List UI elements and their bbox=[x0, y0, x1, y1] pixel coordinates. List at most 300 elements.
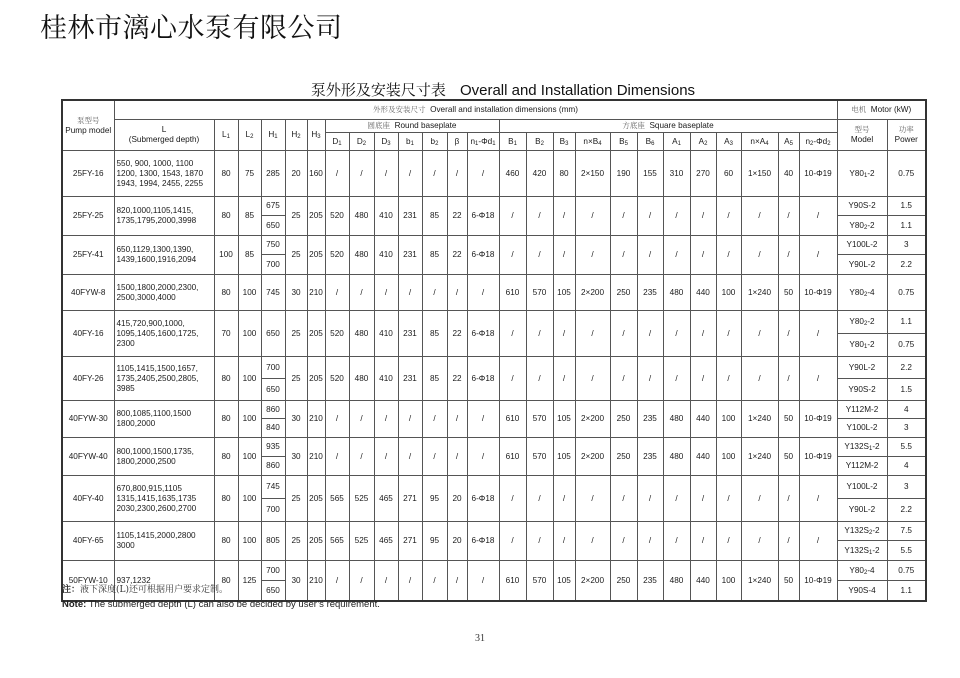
square-A2-cell: / bbox=[690, 476, 716, 522]
square-B3-cell: 105 bbox=[553, 438, 575, 476]
motor-model-text: Y132S bbox=[844, 545, 869, 555]
L2-cell: 100 bbox=[238, 476, 261, 522]
H2-cell: 30 bbox=[285, 275, 307, 311]
L1-cell: 80 bbox=[214, 561, 238, 602]
motor-model-cell bbox=[837, 401, 887, 419]
square-B2-cell: 570 bbox=[526, 275, 553, 311]
company-name: 桂林市漓心水泵有限公司 bbox=[40, 13, 343, 44]
H2-cell: 25 bbox=[285, 197, 307, 236]
square-B1-cell: 610 bbox=[499, 438, 526, 476]
square-B3-cell: 105 bbox=[553, 275, 575, 311]
square-A3-cell: 100 bbox=[716, 401, 741, 438]
square-A2-cell: 440 bbox=[690, 401, 716, 438]
round-b2-cell: 85 bbox=[422, 357, 447, 401]
L1-cell: 80 bbox=[214, 197, 238, 236]
motor-power-cell: 0.75 bbox=[887, 561, 926, 581]
motor-model-text: Y80 bbox=[849, 220, 864, 230]
round-n1d1-cell: 6-Φ18 bbox=[467, 236, 499, 275]
header-round-baseplate bbox=[325, 120, 499, 133]
motor-power-cell: 5.5 bbox=[887, 541, 926, 561]
motor-model-text: Y112M-2 bbox=[845, 461, 879, 470]
motor-power-cell: 4 bbox=[887, 401, 926, 419]
L1-cell: 80 bbox=[214, 476, 238, 522]
L-sublabel: (Submerged depth) bbox=[128, 135, 200, 144]
square-B5-cell: / bbox=[610, 357, 637, 401]
round-baseplate-cn: 圆底座 bbox=[367, 121, 390, 130]
square-A3-cell: / bbox=[716, 311, 741, 357]
square-nA4-cell: / bbox=[741, 236, 778, 275]
square-n2d2-cell: / bbox=[799, 522, 837, 561]
square-n2d2-cell: 10-Φ19 bbox=[799, 438, 837, 476]
header-B3-text: B bbox=[559, 136, 566, 146]
square-A3-cell: / bbox=[716, 476, 741, 522]
square-B6-cell: 235 bbox=[637, 401, 663, 438]
square-B2-cell: / bbox=[526, 476, 553, 522]
round-b2-cell: 85 bbox=[422, 197, 447, 236]
table-row bbox=[62, 561, 926, 581]
round-D3-cell: / bbox=[374, 561, 398, 602]
header-D3-subscript: 3 bbox=[387, 140, 391, 147]
square-baseplate-en: Square baseplate bbox=[649, 121, 714, 130]
H1-cell: 750 bbox=[261, 236, 285, 255]
H2-cell: 25 bbox=[285, 311, 307, 357]
square-A5-cell: / bbox=[778, 236, 799, 275]
header-b1 bbox=[398, 133, 422, 151]
header-nB4-subscript: 4 bbox=[598, 140, 602, 147]
pump-model-cell: 50FYW-10 bbox=[62, 561, 114, 602]
header-H2-text: H bbox=[291, 130, 298, 139]
square-B2-cell: 420 bbox=[526, 151, 553, 197]
motor-model-text: Y80 bbox=[849, 317, 864, 326]
round-D2-cell: 525 bbox=[349, 522, 374, 561]
square-B3-cell: / bbox=[553, 311, 575, 357]
round-D2-cell: 480 bbox=[349, 311, 374, 357]
H1-cell: 285 bbox=[261, 151, 285, 197]
L2-cell: 125 bbox=[238, 561, 261, 602]
H1-cell: 700 bbox=[261, 561, 285, 581]
header-square-baseplate bbox=[499, 120, 837, 133]
H1-cell: 840 bbox=[261, 419, 285, 438]
square-B1-cell: / bbox=[499, 311, 526, 357]
note-cn-text: 液下深度(L)还可根据用户要求定制。 bbox=[80, 585, 229, 595]
square-B2-cell: 570 bbox=[526, 401, 553, 438]
square-nB4-cell: / bbox=[575, 311, 610, 357]
round-b2-cell: / bbox=[422, 561, 447, 602]
square-A5-cell: 50 bbox=[778, 275, 799, 311]
square-A3-cell: 100 bbox=[716, 275, 741, 311]
square-B2-cell: / bbox=[526, 522, 553, 561]
round-b1-cell: / bbox=[398, 275, 422, 311]
motor-model-cell bbox=[837, 236, 887, 255]
header-H1 bbox=[261, 120, 285, 151]
header-nA4-text: n×A bbox=[750, 136, 766, 146]
square-B2-cell: / bbox=[526, 311, 553, 357]
square-B2-cell: 570 bbox=[526, 438, 553, 476]
submerged-depth-cell: 670,800,915,1105 1315,1415,1635,1735 2030,2300,2600,2700 bbox=[114, 476, 214, 522]
H3-cell: 205 bbox=[307, 522, 325, 561]
square-n2d2-cell: 10-Φ19 bbox=[799, 151, 837, 197]
motor-model-text: Y100L-2 bbox=[846, 482, 878, 491]
H1-cell: 860 bbox=[261, 457, 285, 476]
header-row-1 bbox=[62, 100, 926, 120]
H3-cell: 205 bbox=[307, 311, 325, 357]
table-row bbox=[62, 522, 926, 541]
motor-model-text: Y80 bbox=[849, 168, 864, 178]
motor-model-text: Y112M-2 bbox=[845, 404, 879, 414]
square-B5-cell: / bbox=[610, 311, 637, 357]
header-n1d1-subscript: 1 bbox=[475, 140, 479, 147]
header-D1-subscript: 1 bbox=[338, 140, 342, 147]
H2-cell: 25 bbox=[285, 522, 307, 561]
header-n1d1-text: -Φd bbox=[478, 136, 493, 146]
pump-model-en: Pump model bbox=[65, 125, 112, 135]
motor-model-text: Y90S-4 bbox=[848, 585, 876, 595]
square-A5-cell: 50 bbox=[778, 561, 799, 602]
header-D2-subscript: 2 bbox=[362, 140, 367, 147]
header-B6-text: B bbox=[645, 136, 652, 146]
square-nB4-cell: 2×150 bbox=[575, 151, 610, 197]
dimensions-en: Overall and installation dimensions (mm) bbox=[430, 105, 578, 114]
round-b2-cell: 85 bbox=[422, 236, 447, 275]
square-A5-cell: / bbox=[778, 357, 799, 401]
motor-model-cell bbox=[837, 581, 887, 602]
submerged-depth-cell: 1105,1415,1500,1657, 1735,2405,2500,2805, 3985 bbox=[114, 357, 214, 401]
motor-power-cell: 4 bbox=[887, 457, 926, 476]
square-A3-cell: 100 bbox=[716, 561, 741, 602]
H1-cell: 650 bbox=[261, 311, 285, 357]
header-H1-subscript: 1 bbox=[274, 134, 278, 140]
motor-model-text: Y80 bbox=[849, 287, 864, 297]
H1-cell: 745 bbox=[261, 476, 285, 499]
square-A3-cell: / bbox=[716, 236, 741, 275]
header-D3-text: D bbox=[381, 136, 388, 146]
round-b1-cell: 231 bbox=[398, 357, 422, 401]
motor-model-cell bbox=[837, 476, 887, 499]
H3-cell: 160 bbox=[307, 151, 325, 197]
header-B3 bbox=[553, 133, 575, 151]
square-B6-cell: 235 bbox=[637, 561, 663, 602]
header-D2 bbox=[349, 133, 374, 151]
square-B5-cell: / bbox=[610, 522, 637, 561]
motor-model-text: Y80 bbox=[849, 340, 864, 349]
round-D3-cell: 410 bbox=[374, 197, 398, 236]
square-B3-cell: 80 bbox=[553, 151, 575, 197]
square-B5-cell: / bbox=[610, 476, 637, 522]
H1-cell: 700 bbox=[261, 357, 285, 379]
motor-model-cell bbox=[837, 255, 887, 275]
square-B2-cell: / bbox=[526, 357, 553, 401]
L-label: L bbox=[161, 125, 167, 134]
header-D3 bbox=[374, 133, 398, 151]
motor-model-subscript: 2 bbox=[868, 530, 873, 536]
round-b1-cell: / bbox=[398, 561, 422, 602]
motor-model-text: Y80 bbox=[849, 565, 864, 575]
header-A5-subscript: 5 bbox=[789, 140, 793, 147]
L2-cell: 75 bbox=[238, 151, 261, 197]
header-B5-text: B bbox=[619, 136, 625, 146]
L1-cell: 100 bbox=[214, 236, 238, 275]
header-row-2 bbox=[62, 120, 926, 133]
motor-model-text: Y132S bbox=[844, 526, 869, 535]
square-nB4-cell: 2×200 bbox=[575, 275, 610, 311]
square-n2d2-cell: / bbox=[799, 197, 837, 236]
motor-power-cell: 2.2 bbox=[887, 255, 926, 275]
H3-cell: 210 bbox=[307, 438, 325, 476]
header-n2d2 bbox=[799, 133, 837, 151]
header-A5-text: A bbox=[784, 136, 790, 146]
header-pump-model bbox=[62, 100, 114, 151]
motor-power-cell: 1.5 bbox=[887, 197, 926, 216]
header-L2-text: L bbox=[245, 130, 251, 139]
header-B2-subscript: 2 bbox=[540, 140, 544, 147]
header-A1-subscript: 1 bbox=[677, 140, 681, 147]
header-H2 bbox=[285, 120, 307, 151]
header-A5 bbox=[778, 133, 799, 151]
square-nA4-cell: 1×240 bbox=[741, 275, 778, 311]
pump-model-cell: 40FY-65 bbox=[62, 522, 114, 561]
submerged-depth-cell: 820,1000,1105,1415, 1735,1795,2000,3998 bbox=[114, 197, 214, 236]
round-baseplate-en: Round baseplate bbox=[394, 121, 457, 130]
header-A1 bbox=[663, 133, 690, 151]
square-A2-cell: / bbox=[690, 197, 716, 236]
square-n2d2-cell: / bbox=[799, 476, 837, 522]
H2-cell: 20 bbox=[285, 151, 307, 197]
header-A2 bbox=[690, 133, 716, 151]
round-D2-cell: 480 bbox=[349, 197, 374, 236]
motor-power-cell: 0.75 bbox=[887, 334, 926, 357]
motor-power-cell: 1.1 bbox=[887, 311, 926, 334]
square-nA4-cell: 1×240 bbox=[741, 438, 778, 476]
motor-model-cell bbox=[837, 457, 887, 476]
round-D1-cell: 565 bbox=[325, 522, 349, 561]
square-A2-cell: 440 bbox=[690, 275, 716, 311]
header-motor-power bbox=[887, 120, 926, 151]
note-en bbox=[62, 599, 380, 610]
square-nA4-cell: / bbox=[741, 522, 778, 561]
table-row bbox=[62, 311, 926, 334]
square-B1-cell: 610 bbox=[499, 401, 526, 438]
square-B2-cell: / bbox=[526, 197, 553, 236]
table-row bbox=[62, 438, 926, 457]
round-n1d1-cell: 6-Φ18 bbox=[467, 357, 499, 401]
header-n2d2-text: -Φd bbox=[813, 136, 828, 146]
square-B6-cell: / bbox=[637, 357, 663, 401]
page-number: 31 bbox=[475, 633, 485, 644]
square-A2-cell: / bbox=[690, 311, 716, 357]
motor-model-subscript: 1 bbox=[863, 172, 868, 179]
motor-model-cell bbox=[837, 541, 887, 561]
L1-cell: 80 bbox=[214, 151, 238, 197]
motor-power-cell: 1.5 bbox=[887, 379, 926, 401]
header-B1 bbox=[499, 133, 526, 151]
motor-model-cell bbox=[837, 311, 887, 334]
motor-power-cell: 1.1 bbox=[887, 581, 926, 602]
round-D2-cell: / bbox=[349, 438, 374, 476]
motor-model-subscript: 2 bbox=[863, 224, 868, 231]
square-nB4-cell: / bbox=[575, 197, 610, 236]
square-A5-cell: / bbox=[778, 197, 799, 236]
header-A3-text: A bbox=[724, 136, 730, 146]
pump-model-cell: 40FYW-40 bbox=[62, 438, 114, 476]
H3-cell: 210 bbox=[307, 561, 325, 602]
square-nA4-cell: / bbox=[741, 197, 778, 236]
L2-cell: 100 bbox=[238, 357, 261, 401]
square-B6-cell: 155 bbox=[637, 151, 663, 197]
header-n1d1-subscript: 1 bbox=[492, 140, 496, 147]
round-n1d1-cell: 6-Φ18 bbox=[467, 197, 499, 236]
square-B6-cell: 235 bbox=[637, 275, 663, 311]
submerged-depth-cell: 1500,1800,2000,2300, 2500,3000,4000 bbox=[114, 275, 214, 311]
square-A1-cell: / bbox=[663, 357, 690, 401]
header-A2-subscript: 2 bbox=[704, 140, 708, 147]
round-D2-cell: / bbox=[349, 401, 374, 438]
square-B1-cell: / bbox=[499, 476, 526, 522]
round-n1d1-cell: 6-Φ18 bbox=[467, 476, 499, 522]
H2-cell: 25 bbox=[285, 236, 307, 275]
motor-model-suffix: -4 bbox=[867, 565, 875, 575]
note-en-label: Note: bbox=[62, 599, 87, 610]
square-B3-cell: 105 bbox=[553, 401, 575, 438]
round-D2-cell: 480 bbox=[349, 357, 374, 401]
square-n2d2-cell: / bbox=[799, 357, 837, 401]
square-A1-cell: 480 bbox=[663, 275, 690, 311]
square-A3-cell: / bbox=[716, 522, 741, 561]
H1-cell: 745 bbox=[261, 275, 285, 311]
square-B6-cell: / bbox=[637, 236, 663, 275]
square-A5-cell: 40 bbox=[778, 151, 799, 197]
round-D2-cell: 480 bbox=[349, 236, 374, 275]
pump-model-cell: 40FY-40 bbox=[62, 476, 114, 522]
motor-model-suffix: -2 bbox=[872, 526, 880, 535]
square-B1-cell: / bbox=[499, 197, 526, 236]
motor-power-cell: 3 bbox=[887, 236, 926, 255]
L1-cell: 80 bbox=[214, 438, 238, 476]
table-row bbox=[62, 236, 926, 255]
square-nA4-cell: / bbox=[741, 357, 778, 401]
table-title-cn: 泵外形及安装尺寸表 bbox=[310, 81, 446, 99]
square-n2d2-cell: 10-Φ19 bbox=[799, 275, 837, 311]
motor-model-cell bbox=[837, 499, 887, 522]
H2-cell: 25 bbox=[285, 476, 307, 522]
round-beta-cell: / bbox=[447, 151, 467, 197]
round-b2-cell: 85 bbox=[422, 311, 447, 357]
header-L1 bbox=[214, 120, 238, 151]
H3-cell: 210 bbox=[307, 275, 325, 311]
square-nB4-cell: 2×200 bbox=[575, 561, 610, 602]
L1-cell: 80 bbox=[214, 357, 238, 401]
round-b2-cell: / bbox=[422, 151, 447, 197]
header-B1-subscript: 1 bbox=[513, 140, 517, 147]
square-nA4-cell: / bbox=[741, 311, 778, 357]
H3-cell: 205 bbox=[307, 476, 325, 522]
round-beta-cell: 22 bbox=[447, 311, 467, 357]
round-beta-cell: 20 bbox=[447, 522, 467, 561]
round-beta-cell: 20 bbox=[447, 476, 467, 522]
motor-model-cell bbox=[837, 561, 887, 581]
round-D2-cell: 525 bbox=[349, 476, 374, 522]
dimensions-table bbox=[61, 99, 927, 602]
header-motor bbox=[837, 100, 926, 120]
L1-cell: 80 bbox=[214, 401, 238, 438]
square-nA4-cell: / bbox=[741, 476, 778, 522]
motor-power-cell: 7.5 bbox=[887, 522, 926, 541]
round-b2-cell: 95 bbox=[422, 522, 447, 561]
L1-cell: 80 bbox=[214, 522, 238, 561]
H2-cell: 30 bbox=[285, 438, 307, 476]
round-D2-cell: / bbox=[349, 275, 374, 311]
motor-model-suffix: -2 bbox=[867, 220, 875, 230]
motor-model-subscript: 1 bbox=[863, 344, 868, 350]
table-title-en: Overall and Installation Dimensions bbox=[459, 82, 696, 99]
round-D1-cell: / bbox=[325, 401, 349, 438]
motor-power-cell: 3 bbox=[887, 476, 926, 499]
square-A1-cell: 480 bbox=[663, 438, 690, 476]
square-B5-cell: 190 bbox=[610, 151, 637, 197]
round-D1-cell: 520 bbox=[325, 357, 349, 401]
motor-model-cell bbox=[837, 275, 887, 311]
L2-cell: 85 bbox=[238, 197, 261, 236]
square-B6-cell: / bbox=[637, 522, 663, 561]
H2-cell: 25 bbox=[285, 357, 307, 401]
motor-model-cell bbox=[837, 419, 887, 438]
round-D1-cell: / bbox=[325, 151, 349, 197]
L2-cell: 85 bbox=[238, 236, 261, 275]
header-b2-text: b bbox=[430, 136, 436, 146]
pump-model-cell: 40FYW-8 bbox=[62, 275, 114, 311]
square-B5-cell: / bbox=[610, 236, 637, 275]
motor-model-text: Y100L-2 bbox=[846, 423, 878, 432]
square-nB4-cell: 2×200 bbox=[575, 438, 610, 476]
header-A1-text: A bbox=[672, 136, 678, 146]
square-A2-cell: / bbox=[690, 522, 716, 561]
round-D1-cell: / bbox=[325, 561, 349, 602]
square-A3-cell: 100 bbox=[716, 438, 741, 476]
motor-model-suffix: -4 bbox=[867, 287, 875, 297]
round-n1d1-cell: / bbox=[467, 401, 499, 438]
square-B1-cell: 610 bbox=[499, 275, 526, 311]
motor-model-subscript: 2 bbox=[863, 321, 868, 327]
header-b1-text: b bbox=[406, 136, 411, 146]
H1-cell: 860 bbox=[261, 401, 285, 419]
H2-cell: 30 bbox=[285, 561, 307, 602]
motor-model-suffix: -2 bbox=[867, 317, 875, 326]
square-B6-cell: 235 bbox=[637, 438, 663, 476]
square-n2d2-cell: / bbox=[799, 236, 837, 275]
note-en-text: The submerged depth (L) can also be decided by user’s requirement. bbox=[86, 599, 380, 610]
motor-power-cell: 2.2 bbox=[887, 357, 926, 379]
round-D3-cell: / bbox=[374, 275, 398, 311]
square-B1-cell: 460 bbox=[499, 151, 526, 197]
motor-model-cell bbox=[837, 334, 887, 357]
round-D1-cell: 520 bbox=[325, 197, 349, 236]
H3-cell: 205 bbox=[307, 236, 325, 275]
square-B1-cell: / bbox=[499, 236, 526, 275]
note-cn bbox=[62, 582, 228, 595]
H1-cell: 700 bbox=[261, 255, 285, 275]
round-b1-cell: 231 bbox=[398, 311, 422, 357]
submerged-depth-cell: 937,1232 bbox=[114, 561, 214, 602]
round-beta-cell: / bbox=[447, 438, 467, 476]
square-A2-cell: / bbox=[690, 236, 716, 275]
motor-model-suffix: -2 bbox=[872, 442, 880, 451]
header-L bbox=[114, 120, 214, 151]
square-B2-cell: 570 bbox=[526, 561, 553, 602]
motor-model-text: Y90L-2 bbox=[848, 259, 876, 269]
motor-power-cell: 3 bbox=[887, 419, 926, 438]
pump-model-cell: 40FY-26 bbox=[62, 357, 114, 401]
square-B3-cell: 105 bbox=[553, 561, 575, 602]
header-nB4 bbox=[575, 133, 610, 151]
